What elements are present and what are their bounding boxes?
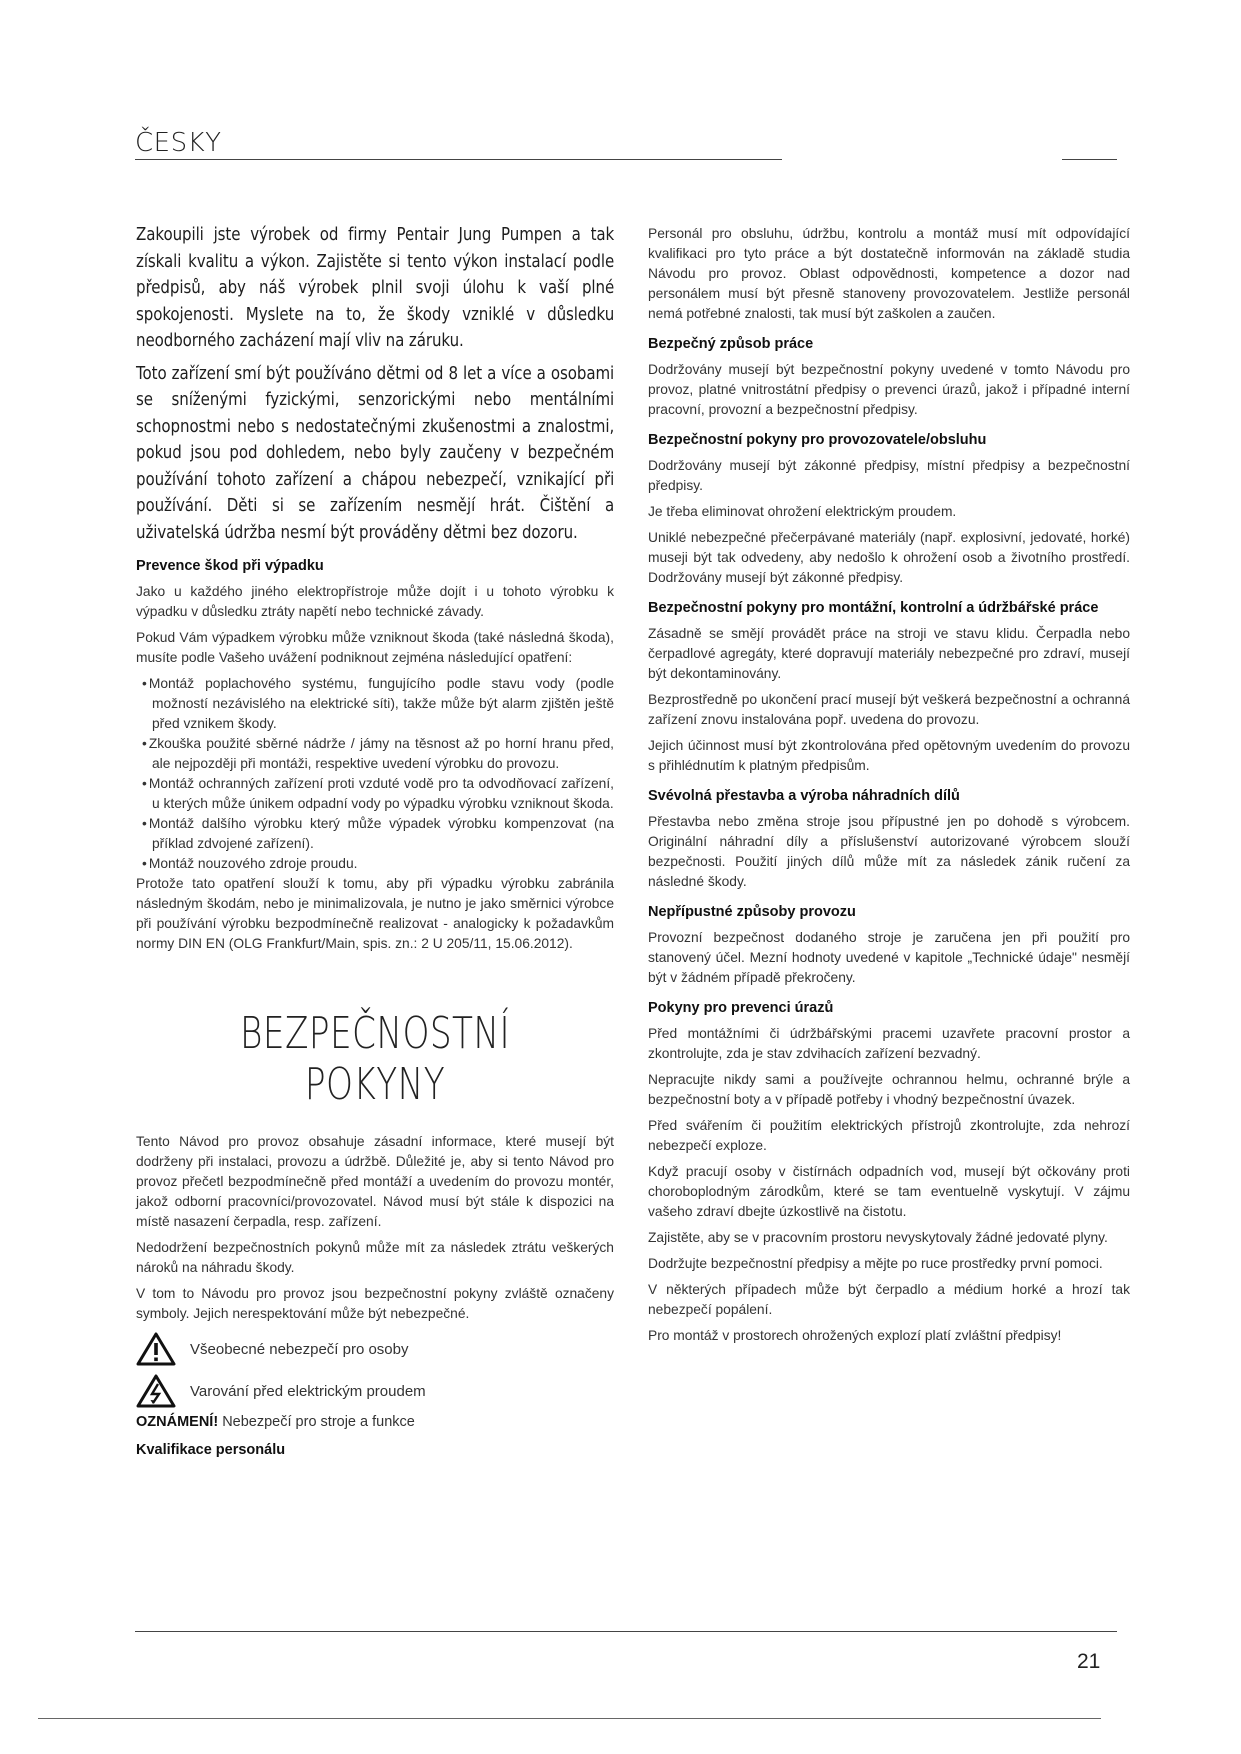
prevention-paragraph-2: Pokud Vám výpadkem výrobku může vzniknout škoda (také následná škoda), musíte podle Vašeho uvážení podniknout zejména následující opatření: [136,630,614,665]
symbol-general-label: Všeobecné nebezpečí pro osoby [190,1340,409,1358]
qualification-text: Personál pro obsluhu, údržbu, kontrolu a montáž musí mít odpovídající kvalifikaci pro tyto práce a být dostatečně informován na základě studia Návodu pro provoz. Oblast odpovědnosti, kompetence a dozor nad personálem musí být přesně stanoveny provozovatelem. Jestliže personál nemá potřebné znalosti, tak musí být zaškolen a zaučen. [648,226,1130,321]
bottom-rule [38,1718,1101,1719]
accident-paragraph-7: V některých případech může být čerpadlo a médium horké a hrozí tak nebezpečí popálení. [648,1282,1130,1317]
maintenance-heading: Bezpečnostní pokyny pro montážní, kontrolní a údržbářské práce [648,600,1099,616]
maintenance-paragraph-2: Bezprostředně po ukončení prací musejí být veškerá bezpečnostní a ochranná zařízení znovu instalována popř. uvedena do provozu. [648,692,1130,727]
notice-text: Nebezpečí pro stroje a funkce [218,1414,415,1430]
safe-work-text: Dodržovány musejí být bezpečnostní pokyny uvedené v tomto Návodu pro provoz, platné vnitrostátní předpisy o prevenci úrazů, jakož i případné interní pracovní, provozní a bezpečnostní předpisy. [648,362,1130,417]
operator-paragraph-3: Uniklé nebezpečné přečerpávané materiály (např. explosivní, jedovaté, horké) museji být tak odvedeny, aby nedošlo k ohrožení osob a životního prostředí. Dodržovány musejí být zákonné předpisy. [648,530,1130,585]
accident-paragraph-1: Před montážními či údržbářskými pracemi uzavřete pracovní prostor a zkontrolujte, zda je stav zdvihacích zařízení bezvadný. [648,1026,1130,1061]
accident-paragraph-2: Nepracujte nikdy sami a používejte ochrannou helmu, ochranné brýle a bezpečnostní boty a v případě potřeby i vhodný bezpečnostní úvazek. [648,1072,1130,1107]
symbol-electric-row [136,1374,614,1408]
accident-paragraph-5: Zajistěte, aby se v pracovním prostoru nevyskytovaly žádné jedovaté plyny. [648,1230,1108,1245]
prevention-paragraph-3: Protože tato opatření slouží k tomu, aby při výpadku výrobku zabránila následným škodám, nebo je minimalizovala, je nutno je jako směrnici výrobce při používání výrobku bezpodmínečně realizovat - analogicky k požadavkům normy DIN EN (OLG Frankfurt/Main, spis. zn.: 2 U 205/11, 15.06.2012). [136,876,614,951]
accident-paragraph-3: Před svářením či použitím elektrických přístrojů zkontrolujte, zda nehrozí nebezpečí exploze. [648,1118,1130,1153]
prevention-paragraph-1: Jako u každého jiného elektropřístroje může dojít i u tohoto výrobku k výpadku v důsledku ztráty napětí nebo technické závady. [136,584,614,619]
improper-heading: Nepřípustné způsoby provozu [648,904,856,920]
safety-paragraph-2: Nedodržení bezpečnostních pokynů může mít za následek ztrátu veškerých nároků na náhradu škody. [136,1240,614,1275]
list-item: • Montáž nouzového zdroje proudu. [142,856,358,871]
rebuild-heading: Svévolná přestavba a výroba náhradních dílů [648,788,960,804]
footer-rule [135,1631,1117,1632]
intro-paragraph-2: Toto zařízení smí být používáno dětmi od 8 let a více a osobami se sníženými fyzickými, senzorickými nebo mentálními schopnostmi nebo s nedostatečnými zkušenostmi a znalostmi, pokud jsou pod dohledem, nebo byly zaučeny v bezpečném používání tohoto zařízení a chápou nebezpečí, vznikající při používání. Děti si se zařízením nesmějí hrát. Čištění a uživatelská údržba nesmí být prováděny dětmi bez dozoru. [136,363,615,543]
accident-heading: Pokyny pro prevenci úrazů [648,1000,834,1016]
intro-paragraph-1: Zakoupili jste výrobek od firmy Pentair Jung Pumpen a tak získali kvalitu a výkon. Zajistěte si tento výkon instalací podle předpisů, aby náš výrobek plnil svoji úlohu k vaší plné spokojenosti. Myslete na to, že škody vzniklé v důsledku neodborného zacházení mají vliv na záruku. [136,225,615,351]
header-rule [135,159,782,160]
symbol-electric-label: Varování před elektrickým proudem [190,1382,426,1400]
language-header: ČESKY [135,128,222,158]
section-title: BEZPEČNOSTNÍ POKYNY [240,1008,510,1110]
safety-paragraph-1: Tento Návod pro provoz obsahuje zásadní informace, které musejí být dodrženy při instalaci, provozu a údržbě. Důležité je, aby si tento Návod pro provoz přečetl bezpodmínečně před montáží a uvedením do provozu montér, jakož odborní pracovníci/provozovatel. Návod musí být stále k dispozici na místě nasazení čerpadla, resp. zařízení. [136,1134,614,1229]
electric-hazard-icon [136,1374,176,1408]
notice-label: OZNÁMENÍ! [136,1414,219,1430]
accident-paragraph-4: Když pracují osoby v čistírnách odpadních vod, musejí být očkovány proti choroboplodným zárodkům, které se tam eventuelně vyskytují. V zájmu vašeho zdraví dbejte úzkostlivě na čistotu. [648,1164,1130,1219]
maintenance-paragraph-3: Jejich účinnost musí být zkontrolována před opětovným uvedením do provozu s přihlédnutím k platným předpisům. [648,738,1130,773]
prevention-heading: Prevence škod při výpadku [136,558,324,574]
page-number: 21 [1077,1650,1101,1673]
list-item: • Montáž dalšího výrobku který může výpadek výrobku kompenzovat (na příklad zdvojené zařízení). [142,816,614,851]
header-rule-short [1062,159,1117,160]
operator-paragraph-1: Dodržovány musejí být zákonné předpisy, místní předpisy a bezpečnostní předpisy. [648,458,1130,493]
list-item: • Zkouška použité sběrné nádrže / jámy na těsnost až po horní hranu před, ale nejpozději při montáži, respektive uvedení výrobku do provozu. [142,736,614,771]
prevention-bullet-list [136,674,614,874]
accident-paragraph-8: Pro montáž v prostorech ohrožených explozí platí zvláštní předpisy! [648,1328,1062,1343]
operator-paragraph-2: Je třeba eliminovat ohrožení elektrickým proudem. [648,504,957,519]
list-item: • Montáž ochranných zařízení proti vzduté vodě pro ta odvodňovací zařízení, u kterých může únikem odpadní vody po výpadku výrobku vzniknout škoda. [142,776,614,811]
warning-triangle-icon [136,1332,176,1366]
symbol-general-row [136,1332,614,1366]
qualification-heading: Kvalifikace personálu [136,1442,286,1458]
notice-line [136,1414,614,1430]
safe-work-heading: Bezpečný způsob práce [648,336,814,352]
right-column [648,224,1130,1352]
rebuild-text: Přestavba nebo změna stroje jsou přípustné jen po dohodě s výrobcem. Originální náhradní díly a příslušenství autorizované výrobcem slouží bezpečnosti. Použití jiných dílů může mít za následek zánik ručení za následné škody. [648,814,1130,889]
accident-paragraph-6: Dodržujte bezpečnostní předpisy a mějte po ruce prostředky první pomoci. [648,1256,1103,1271]
maintenance-paragraph-1: Zásadně se smějí provádět práce na stroji ve stavu klidu. Čerpadla nebo čerpadlové agregáty, které dopravují materiály nebezpečné pro zdraví, musejí být dekontaminovány. [648,626,1130,681]
operator-heading: Bezpečnostní pokyny pro provozovatele/obsluhu [648,432,987,448]
safety-paragraph-3: V tom to Návodu pro provoz jsou bezpečnostní pokyny zvláště označeny symboly. Jejich nerespektování může být nebezpečné. [136,1286,614,1321]
left-column [136,222,614,1466]
list-item: • Montáž poplachového systému, fungujícího podle stavu vody (podle možností nezávislého na elektrické síti), takže může být alarm zjištěn ještě před vznikem škody. [142,676,614,731]
improper-text: Provozní bezpečnost dodaného stroje je zaručena jen při použití pro stanovený účel. Mezní hodnoty uvedené v kapitole „Technické údaje" nesmějí být v žádném případě překročeny. [648,930,1130,985]
